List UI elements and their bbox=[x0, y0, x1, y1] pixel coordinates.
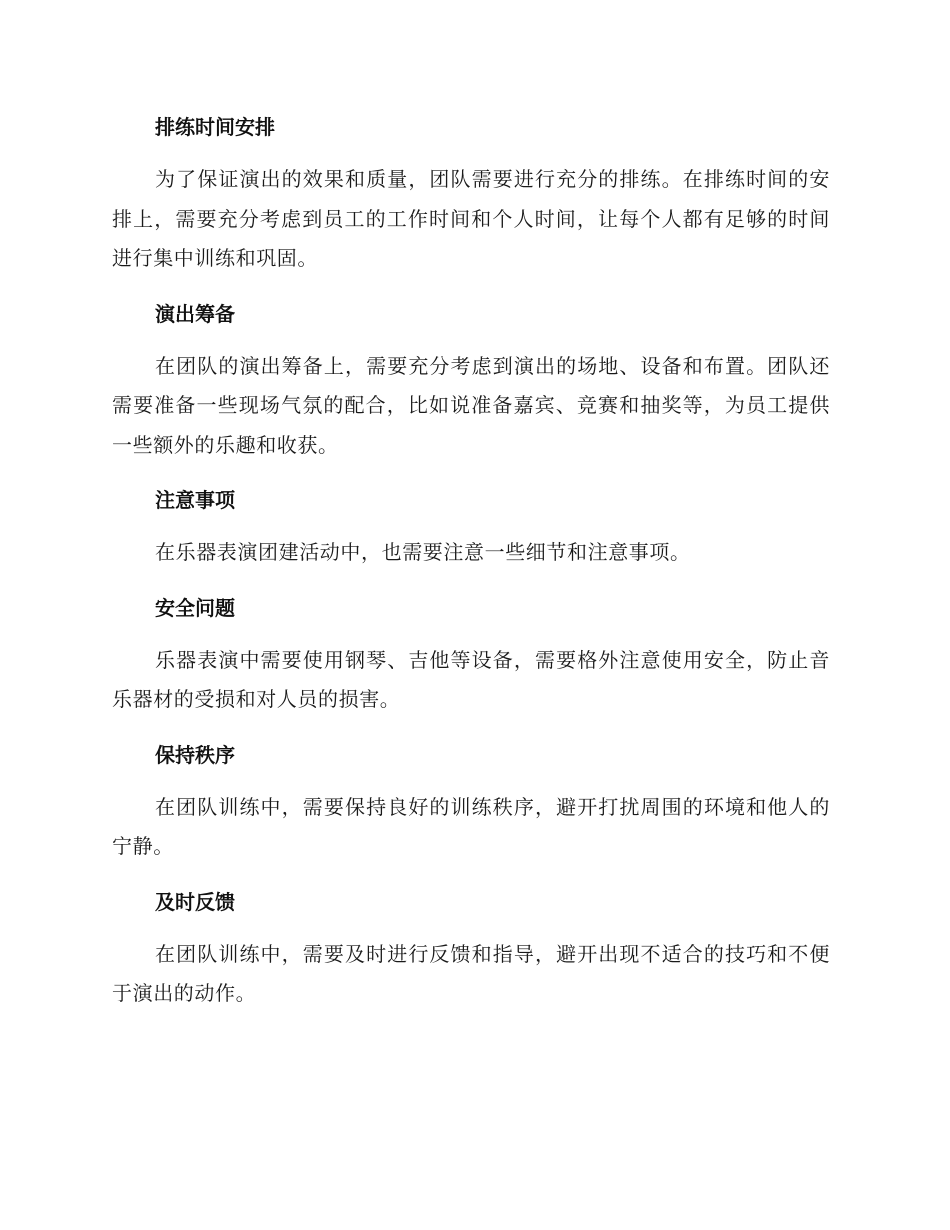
section-feedback bbox=[112, 883, 830, 1014]
section-heading: 及时反馈 bbox=[155, 889, 235, 914]
section-paragraph: 在团队训练中，需要及时进行反馈和指导，避开出现不适合的技巧和不便于演出的动作。 bbox=[112, 941, 830, 1005]
section-heading: 安全问题 bbox=[155, 595, 235, 620]
section-heading: 保持秩序 bbox=[155, 742, 235, 767]
section-paragraph: 在乐器表演团建活动中，也需要注意一些细节和注意事项。 bbox=[155, 540, 691, 564]
section-heading: 注意事项 bbox=[155, 488, 235, 512]
section-heading: 排练时间安排 bbox=[155, 115, 275, 139]
section-rehearsal-schedule bbox=[112, 108, 830, 279]
section-paragraph: 乐器表演中需要使用钢琴、吉他等设备，需要格外注意使用安全，防止音乐器材的受损和对人员的损害。 bbox=[112, 647, 830, 711]
document-page bbox=[112, 108, 830, 1030]
section-notes bbox=[112, 481, 830, 573]
section-performance-preparation bbox=[112, 295, 830, 466]
section-paragraph: 在团队训练中，需要保持良好的训练秩序，避开打扰周围的环境和他人的宁静。 bbox=[112, 794, 830, 858]
section-paragraph: 为了保证演出的效果和质量，团队需要进行充分的排练。在排练时间的安排上，需要充分考虑到员工的工作时间和个人时间，让每个人都有足够的时间进行集中训练和巩固。 bbox=[112, 167, 830, 270]
section-order bbox=[112, 736, 830, 867]
section-safety bbox=[112, 589, 830, 720]
section-heading: 演出筹备 bbox=[155, 301, 235, 326]
section-paragraph: 在团队的演出筹备上，需要充分考虑到演出的场地、设备和布置。团队还需要准备一些现场气氛的配合，比如说准备嘉宾、竞赛和抽奖等，为员工提供一些额外的乐趣和收获。 bbox=[112, 353, 830, 457]
